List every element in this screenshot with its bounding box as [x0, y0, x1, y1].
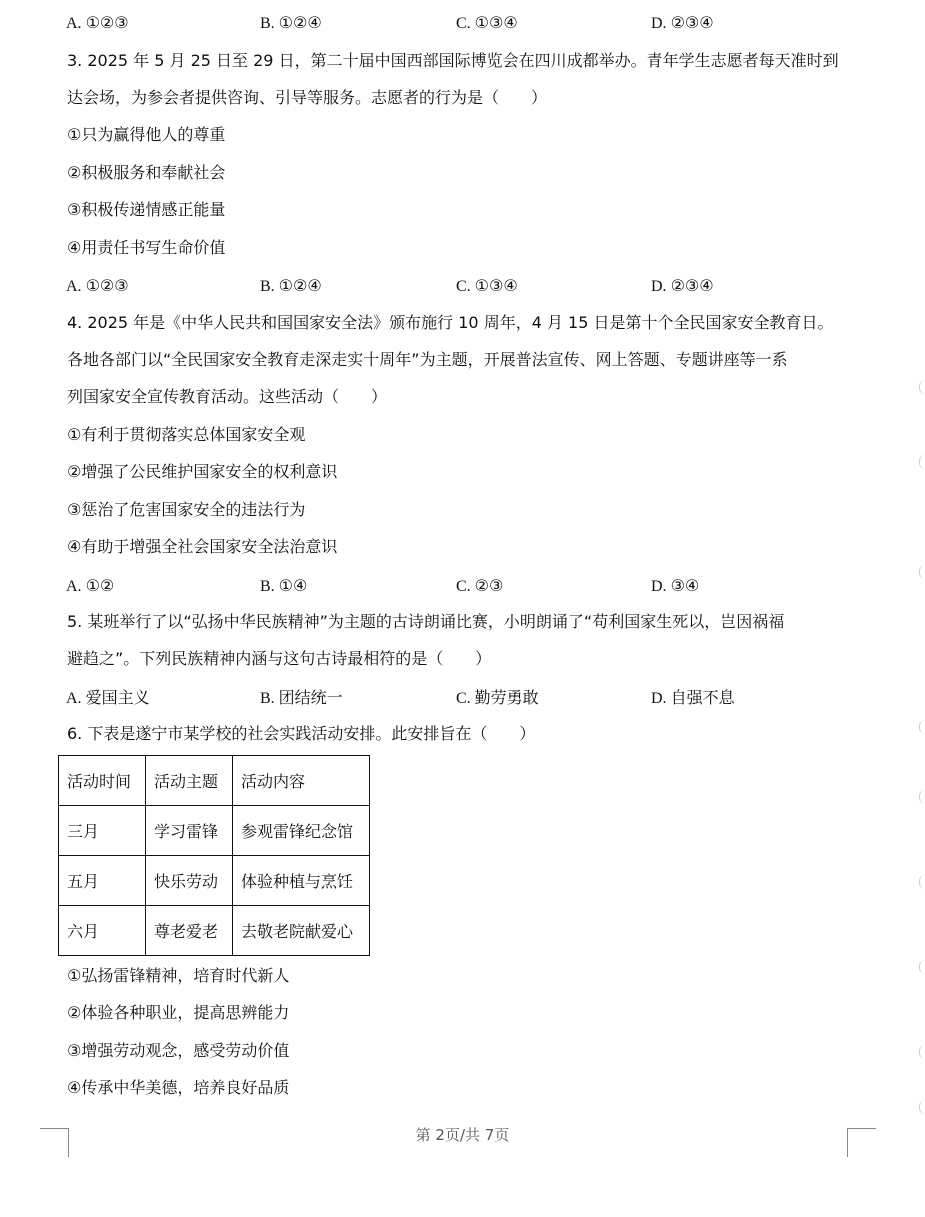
table-row	[59, 856, 370, 906]
binding-mark	[919, 875, 925, 889]
q5-stem-line1: 5. 某班举行了以“弘扬中华民族精神”为主题的古诗朗诵比赛，小明朗诵了“苟利国家生死以，岂因祸福	[67, 612, 785, 631]
q3-item-3: ③积极传递情感正能量	[67, 200, 226, 219]
q3-options	[0, 276, 925, 298]
table-cell: 快乐劳动	[146, 856, 233, 906]
table-row	[59, 806, 370, 856]
q3-item-2: ②积极服务和奉献社会	[67, 163, 226, 182]
q2-option-a: A. ①②③	[66, 13, 129, 32]
q4-stem-line2: 各地各部门以“全民国家安全教育走深走实十周年”为主题，开展普法宣传、网上答题、专题讲座等一系	[67, 350, 788, 369]
q4-stem-line3: 列国家安全宣传教育活动。这些活动（ ）	[67, 387, 388, 406]
q3-option-c: C. ①③④	[456, 276, 518, 295]
q5-option-a: A. 爱国主义	[66, 688, 150, 707]
q6-item-1: ①弘扬雷锋精神，培育时代新人	[67, 966, 290, 985]
q3-option-d: D. ②③④	[651, 276, 714, 295]
table-row	[59, 906, 370, 956]
q4-item-1: ①有利于贯彻落实总体国家安全观	[67, 425, 306, 444]
binding-mark	[919, 1045, 925, 1059]
table-cell: 学习雷锋	[146, 806, 233, 856]
table-header-cell: 活动内容	[233, 756, 370, 806]
q4-item-4: ④有助于增强全社会国家安全法治意识	[67, 537, 338, 556]
q3-item-4: ④用责任书写生命价值	[67, 238, 226, 257]
table-header-cell: 活动时间	[59, 756, 146, 806]
binding-mark	[919, 720, 925, 734]
q4-option-a: A. ①②	[66, 576, 115, 595]
q4-stem-line1: 4. 2025 年是《中华人民共和国国家安全法》颁布施行 10 周年，4 月 15 日是第十个全民国家安全教育日。	[67, 313, 834, 332]
table-header-cell: 活动主题	[146, 756, 233, 806]
table-cell: 五月	[59, 856, 146, 906]
binding-mark	[919, 380, 925, 394]
q2-options	[0, 13, 925, 35]
page-number: 第 2页/共 7页	[415, 1126, 510, 1144]
q3-option-a: A. ①②③	[66, 276, 129, 295]
q4-item-3: ③惩治了危害国家安全的违法行为	[67, 500, 306, 519]
q4-item-2: ②增强了公民维护国家安全的权利意识	[67, 462, 338, 481]
q2-option-c: C. ①③④	[456, 13, 518, 32]
table-cell: 体验种植与烹饪	[233, 856, 370, 906]
q5-options	[0, 688, 925, 710]
q6-item-4: ④传承中华美德，培养良好品质	[67, 1078, 290, 1097]
table-cell: 尊老爱老	[146, 906, 233, 956]
q6-item-2: ②体验各种职业，提高思辨能力	[67, 1003, 290, 1022]
q3-option-b: B. ①②④	[260, 276, 322, 295]
q3-item-1: ①只为赢得他人的尊重	[67, 125, 226, 144]
q5-option-d: D. 自强不息	[651, 688, 735, 707]
binding-mark	[919, 455, 925, 469]
q3-stem-line2: 达会场，为参会者提供咨询、引导等服务。志愿者的行为是（ ）	[67, 88, 548, 107]
activity-schedule-table	[58, 755, 370, 956]
q4-option-d: D. ③④	[651, 576, 700, 595]
q5-option-b: B. 团结统一	[260, 688, 343, 707]
table-header-row	[59, 756, 370, 806]
table-cell: 参观雷锋纪念馆	[233, 806, 370, 856]
q6-item-3: ③增强劳动观念，感受劳动价值	[67, 1041, 290, 1060]
q2-option-d: D. ②③④	[651, 13, 714, 32]
binding-mark	[919, 1100, 925, 1114]
table-cell: 三月	[59, 806, 146, 856]
q4-option-c: C. ②③	[456, 576, 504, 595]
q5-stem-line2: 避趋之”。下列民族精神内涵与这句古诗最相符的是（ ）	[67, 649, 492, 668]
q2-option-b: B. ①②④	[260, 13, 322, 32]
binding-mark	[919, 790, 925, 804]
q4-options	[0, 576, 925, 598]
table-cell: 六月	[59, 906, 146, 956]
q3-stem-line1: 3. 2025 年 5 月 25 日至 29 日，第二十届中国西部国际博览会在四川成都举办。青年学生志愿者每天准时到	[67, 51, 839, 70]
binding-mark	[919, 960, 925, 974]
table-cell: 去敬老院献爱心	[233, 906, 370, 956]
binding-mark	[919, 565, 925, 579]
q6-stem-line1: 6. 下表是遂宁市某学校的社会实践活动安排。此安排旨在（ ）	[67, 724, 536, 743]
q4-option-b: B. ①④	[260, 576, 308, 595]
q5-option-c: C. 勤劳勇敢	[456, 688, 539, 707]
